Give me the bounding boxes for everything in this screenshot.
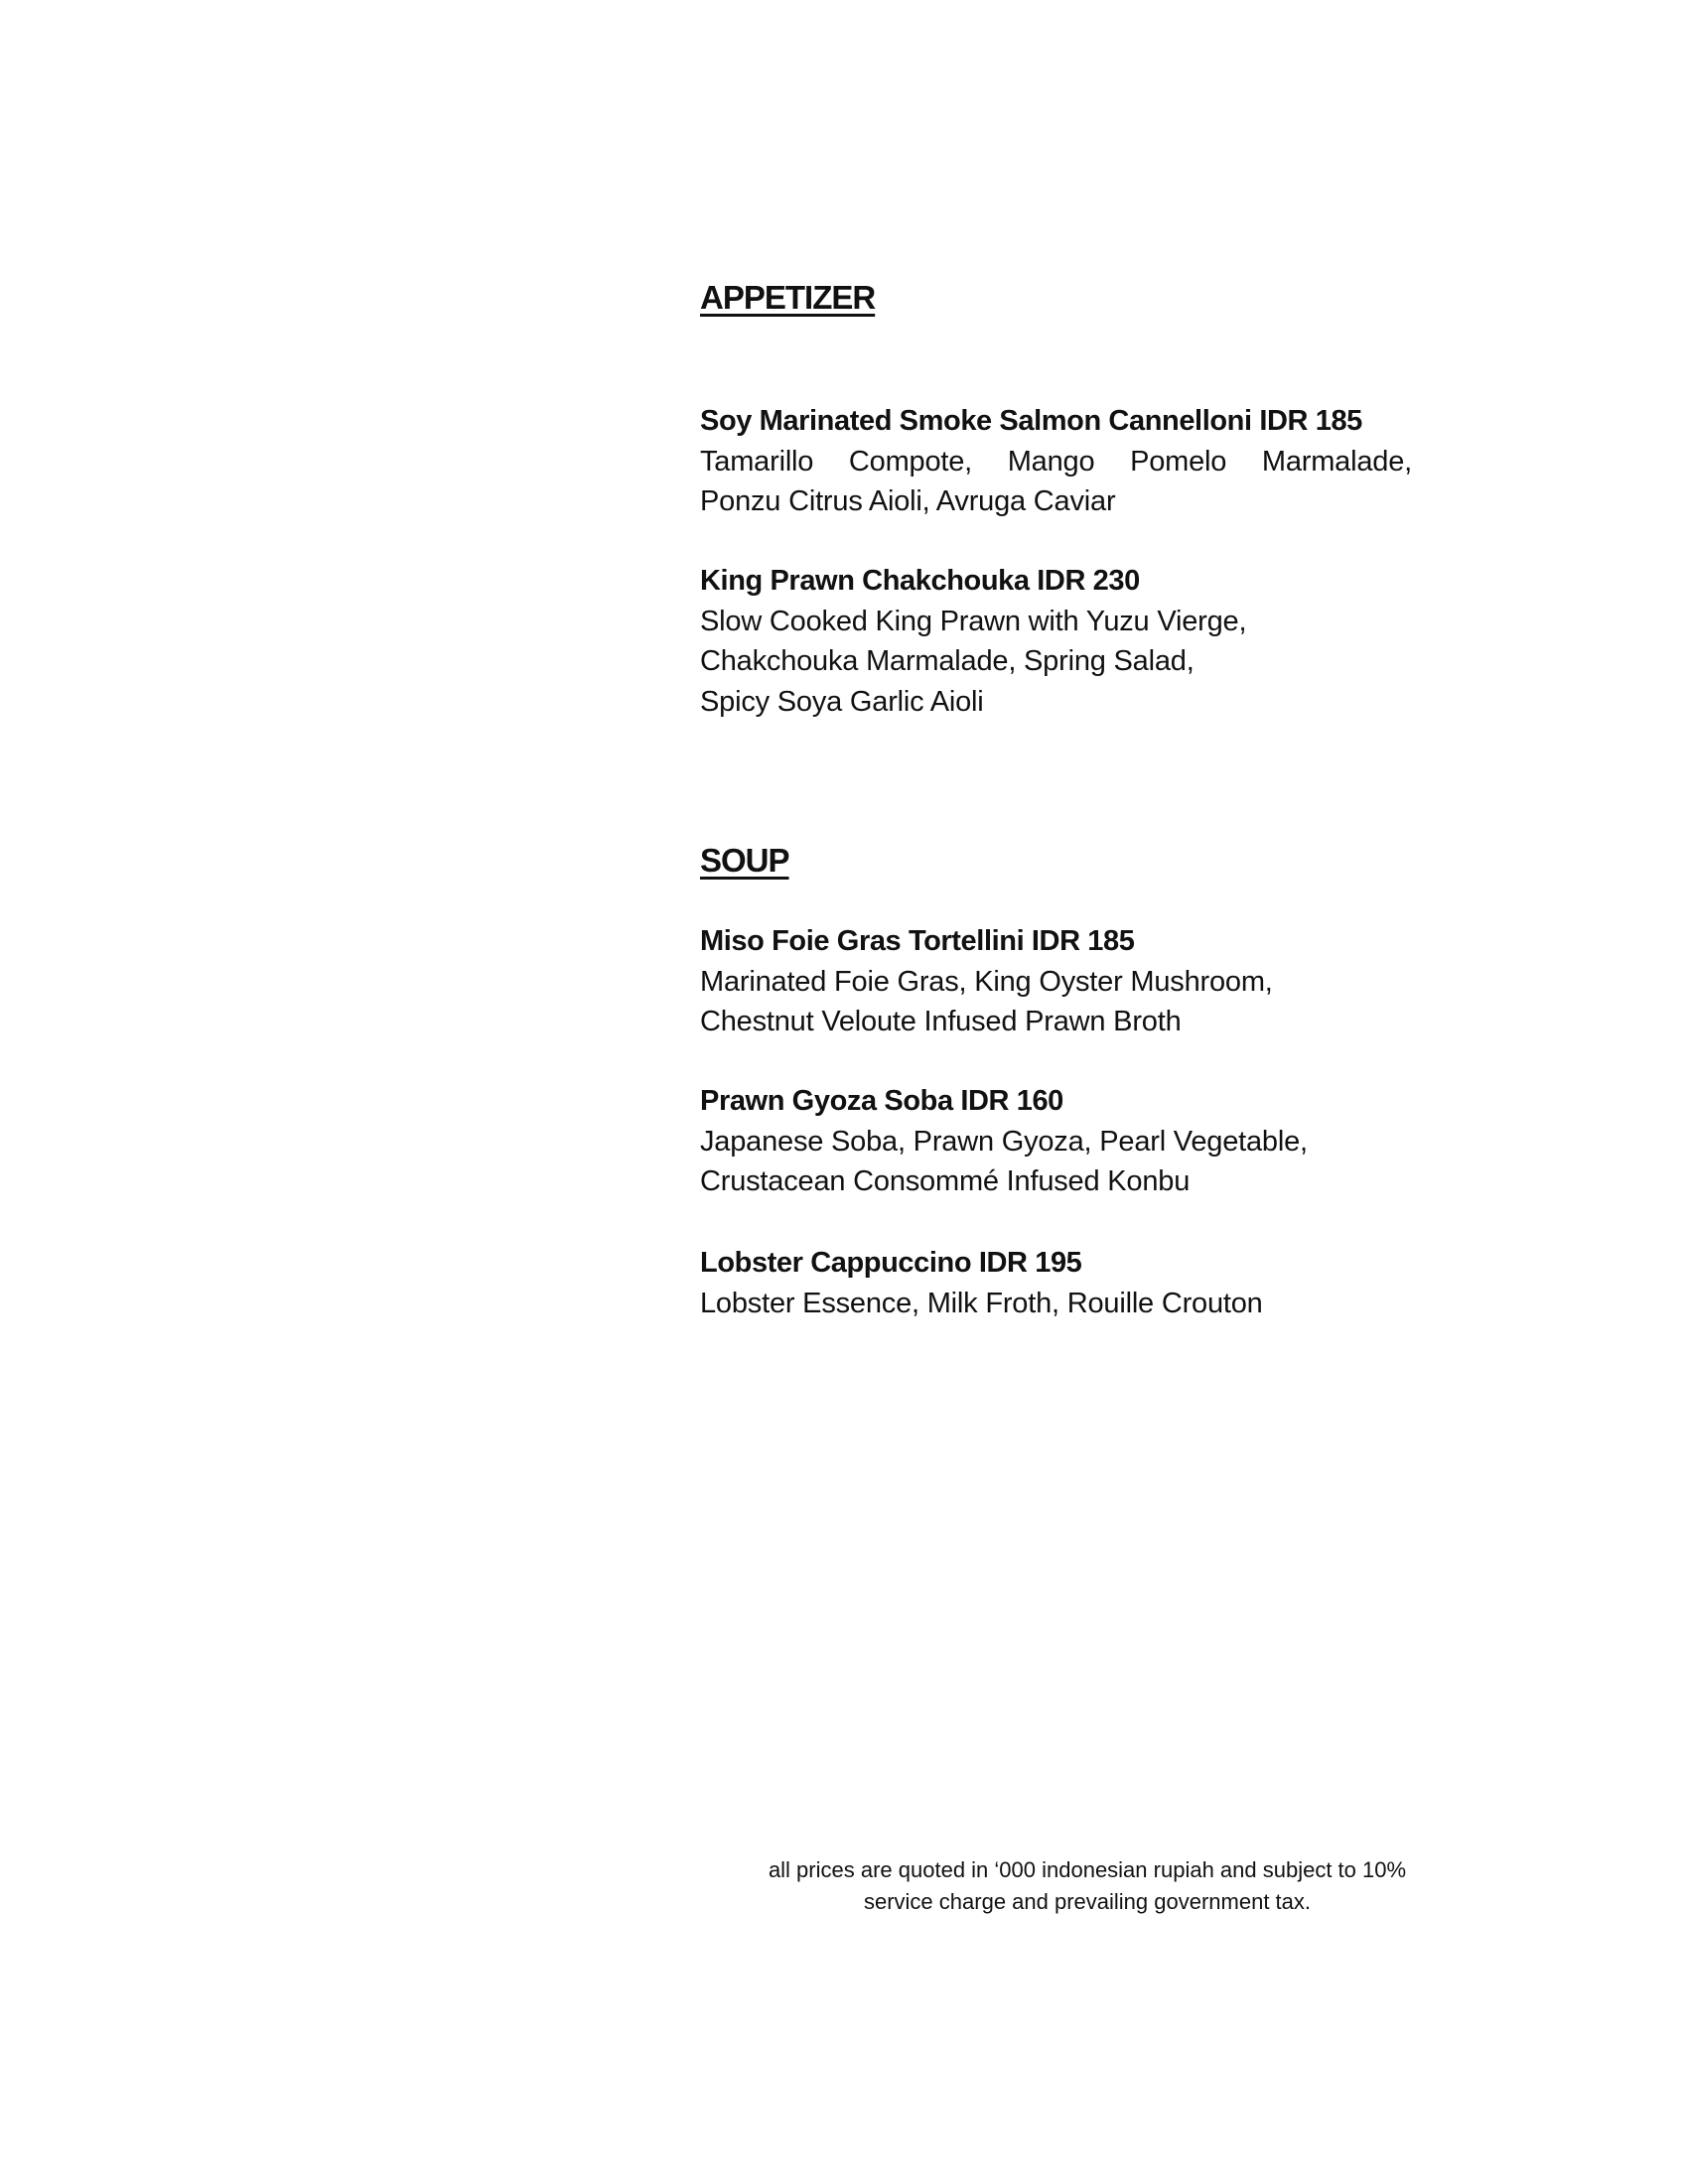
- menu-item: [700, 1243, 1415, 1323]
- menu-item: [700, 401, 1415, 522]
- menu-item-title: Soy Marinated Smoke Salmon Cannelloni IDR 185: [700, 405, 1362, 437]
- menu-item-title: Prawn Gyoza Soba IDR 160: [700, 1085, 1063, 1117]
- menu-item-description: Tamarillo Compote, Mango Pomelo Marmalade,: [700, 445, 1412, 478]
- menu-item-description: Chestnut Veloute Infused Prawn Broth: [700, 1006, 1182, 1037]
- menu-item: [700, 561, 1415, 722]
- menu-item-description: Crustacean Consommé Infused Konbu: [700, 1165, 1191, 1197]
- menu-item: [700, 921, 1415, 1042]
- menu-item-title: King Prawn Chakchouka IDR 230: [700, 565, 1140, 597]
- menu-item-description: Slow Cooked King Prawn with Yuzu Vierge,: [700, 605, 1247, 637]
- menu-item-description: Marinated Foie Gras, King Oyster Mushroom,: [700, 965, 1273, 998]
- menu-item-title: Lobster Cappuccino IDR 195: [700, 1247, 1082, 1279]
- disclaimer-line: service charge and prevailing government tax.: [863, 1889, 1312, 1914]
- menu-item-description: Japanese Soba, Prawn Gyoza, Pearl Vegetable,: [700, 1125, 1308, 1158]
- disclaimer-line: all prices are quoted in ‘000 indonesian rupiah and subject to 10%: [768, 1857, 1407, 1882]
- menu-item-description: Chakchouka Marmalade, Spring Salad,: [700, 645, 1195, 677]
- menu-item-description: Lobster Essence, Milk Froth, Rouille Crouton: [700, 1287, 1263, 1319]
- menu-item-description: Ponzu Citrus Aioli, Avruga Caviar: [700, 485, 1116, 517]
- section-heading-soup: SOUP: [700, 842, 789, 879]
- section-heading-appetizer: APPETIZER: [700, 279, 876, 316]
- price-disclaimer: [695, 1854, 1479, 1918]
- menu-item-description: Spicy Soya Garlic Aioli: [700, 685, 984, 718]
- menu-item: [700, 1081, 1415, 1202]
- menu-item-title: Miso Foie Gras Tortellini IDR 185: [700, 925, 1135, 957]
